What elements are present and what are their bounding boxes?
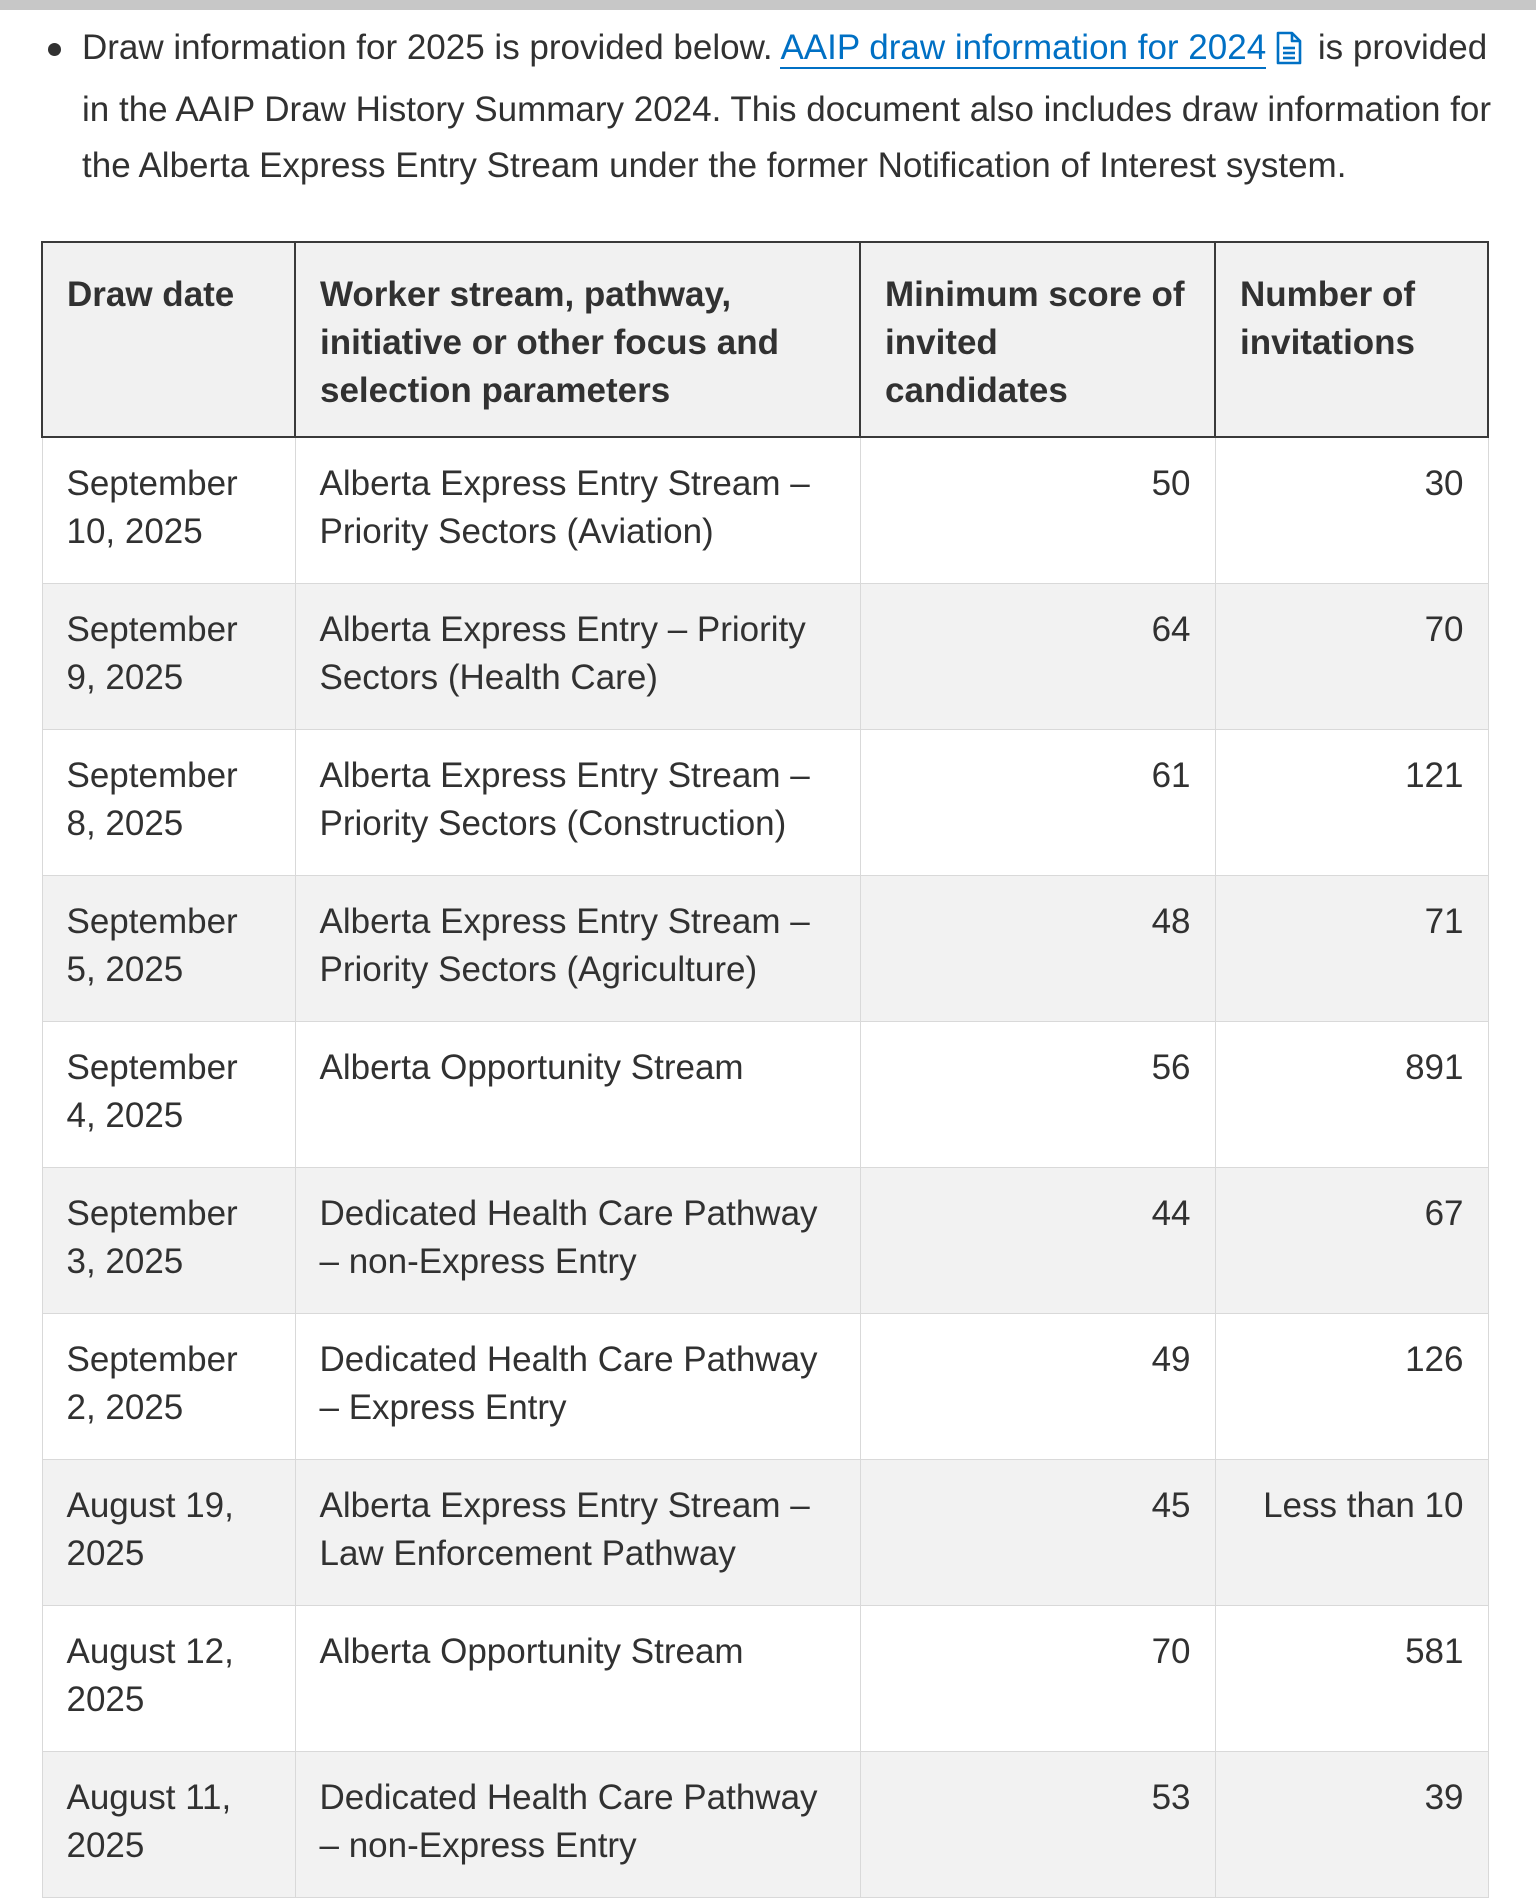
cell-invitations: 581 (1215, 1605, 1488, 1751)
table-row (42, 1167, 1488, 1313)
cell-min-score: 64 (860, 583, 1215, 729)
cell-draw-date: September 2, 2025 (42, 1313, 295, 1459)
cell-draw-date: September 8, 2025 (42, 729, 295, 875)
header-min-score: Minimum score of invited candidates (860, 242, 1215, 437)
cell-stream: Alberta Opportunity Stream (295, 1605, 860, 1751)
intro-bullet-paragraph (44, 20, 1504, 194)
aaip-2024-link[interactable]: AAIP draw information for 2024 (780, 28, 1267, 67)
cell-stream: Dedicated Health Care Pathway – Express Entry (295, 1313, 860, 1459)
cell-stream: Dedicated Health Care Pathway – non-Express Entry (295, 1751, 860, 1897)
cell-stream: Dedicated Health Care Pathway – non-Express Entry (295, 1167, 860, 1313)
table-row (42, 729, 1488, 875)
header-invitations: Number of invitations (1215, 242, 1488, 437)
table-row (42, 1021, 1488, 1167)
table-row (42, 875, 1488, 1021)
cell-draw-date: September 3, 2025 (42, 1167, 295, 1313)
intro-text-after: is provided in the AAIP Draw History Summary 2024. This document also includes draw information for the Alberta Express Entry Stream under the former Notification of Interest system. (82, 28, 1492, 185)
table-row (42, 1605, 1488, 1751)
cell-draw-date: September 9, 2025 (42, 583, 295, 729)
cell-min-score: 61 (860, 729, 1215, 875)
cell-invitations: Less than 10 (1215, 1459, 1488, 1605)
table-row (42, 437, 1488, 583)
table-row (42, 1459, 1488, 1605)
table-row (42, 1751, 1488, 1897)
cell-min-score: 53 (860, 1751, 1215, 1897)
cell-draw-date: September 4, 2025 (42, 1021, 295, 1167)
cell-min-score: 70 (860, 1605, 1215, 1751)
cell-invitations: 39 (1215, 1751, 1488, 1897)
header-stream: Worker stream, pathway, initiative or other focus and selection parameters (295, 242, 860, 437)
cell-invitations: 126 (1215, 1313, 1488, 1459)
cell-invitations: 891 (1215, 1021, 1488, 1167)
header-draw-date: Draw date (42, 242, 295, 437)
table-row (42, 1313, 1488, 1459)
cell-invitations: 71 (1215, 875, 1488, 1021)
header-row (42, 242, 1488, 437)
cell-draw-date: August 19, 2025 (42, 1459, 295, 1605)
bullet-dot (48, 43, 61, 56)
cell-stream: Alberta Opportunity Stream (295, 1021, 860, 1167)
draw-history-table (41, 241, 1489, 1898)
document-icon[interactable] (1274, 26, 1304, 82)
cell-stream: Alberta Express Entry Stream – Law Enforcement Pathway (295, 1459, 860, 1605)
cell-min-score: 56 (860, 1021, 1215, 1167)
cell-draw-date: August 12, 2025 (42, 1605, 295, 1751)
table-header (42, 242, 1488, 437)
cell-invitations: 70 (1215, 583, 1488, 729)
cell-min-score: 44 (860, 1167, 1215, 1313)
intro-text-before: Draw information for 2025 is provided below. (82, 28, 781, 67)
cell-draw-date: September 5, 2025 (42, 875, 295, 1021)
cell-invitations: 67 (1215, 1167, 1488, 1313)
cell-stream: Alberta Express Entry Stream – Priority Sectors (Agriculture) (295, 875, 860, 1021)
cell-min-score: 48 (860, 875, 1215, 1021)
table-body (42, 437, 1488, 1897)
cell-min-score: 50 (860, 437, 1215, 583)
cell-stream: Alberta Express Entry Stream – Priority Sectors (Construction) (295, 729, 860, 875)
cell-stream: Alberta Express Entry – Priority Sectors (Health Care) (295, 583, 860, 729)
top-scroll-edge (0, 0, 1536, 10)
cell-invitations: 121 (1215, 729, 1488, 875)
cell-min-score: 49 (860, 1313, 1215, 1459)
cell-draw-date: September 10, 2025 (42, 437, 295, 583)
intro-text (82, 20, 1504, 194)
cell-invitations: 30 (1215, 437, 1488, 583)
cell-draw-date: August 11, 2025 (42, 1751, 295, 1897)
cell-min-score: 45 (860, 1459, 1215, 1605)
table-row (42, 583, 1488, 729)
cell-stream: Alberta Express Entry Stream – Priority Sectors (Aviation) (295, 437, 860, 583)
